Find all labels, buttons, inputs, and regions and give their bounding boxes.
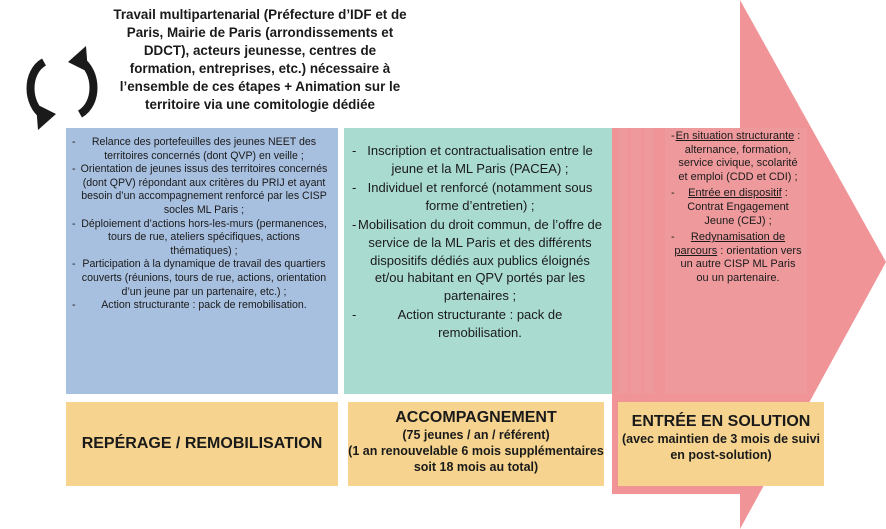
solution-column — [665, 128, 807, 394]
list-item: - Participation à la dynamique de travail des quartiers couverts (réunions, tours de rue, actions, orientation d’un jeune par un partenaire, etc.) ; — [74, 258, 330, 299]
reperage-column — [66, 128, 338, 394]
item-text: : Contrat Engagement Jeune (CEJ) ; — [687, 187, 789, 227]
list-item: - Mobilisation du droit commun, de l’offre de service de la ML Paris et des différents dispositifs dédiés aux publics éloignés et/ou habitant en QPV portés par les partenaires ; — [354, 216, 602, 304]
solution-label: ENTRÉE EN SOLUTION — [631, 413, 811, 430]
reperage-label-box — [66, 402, 338, 486]
accompagnement-label-box — [348, 402, 604, 486]
item-text: : alternance, formation, service civique, scolarité et emploi (CDD et CDI) ; — [678, 130, 801, 183]
solution-list — [673, 130, 803, 286]
list-item: - Action structurante : pack de remobilisation. — [354, 306, 602, 341]
solution-sub: (avec maintien de 3 mois de suivi en post-solution) — [622, 432, 820, 462]
item-text: : orientation vers un autre CISP ML Paris ou un partenaire. — [680, 244, 802, 284]
reperage-label: REPÉRAGE / REMOBILISATION — [81, 435, 323, 452]
accompagnement-label: ACCOMPAGNEMENT — [395, 409, 557, 426]
list-item: - Inscription et contractualisation entre le jeune et la ML Paris (PACEA) ; — [354, 142, 602, 177]
reperage-list — [74, 136, 330, 313]
item-heading: Redynamisation de parcours — [674, 231, 786, 257]
accompagnement-column — [344, 128, 612, 394]
accompagnement-sub1: (75 jeunes / an / référent) — [402, 428, 550, 442]
solution-label-box — [618, 402, 824, 486]
cycle-arrows-icon — [22, 42, 102, 134]
list-item: - Relance des portefeuilles des jeunes NEET des territoires concernés (dont QVP) en veille ; — [74, 136, 330, 163]
header-title: Travail multipartenarial (Préfecture d’IDF et de Paris, Mairie de Paris (arrondissements et DDCT), acteurs jeunesse, centres de formation, entreprises, etc.) nécessaire à l’ensemble de ces étapes + Animation sur le territoire via une comitologie dédiée — [113, 7, 407, 112]
list-item: - Orientation de jeunes issus des territoires concernés (dont QPV) répondant aux critères du PRIJ et ayant besoin d’un accompagnement renforcé par les CISP socles ML Paris ; — [74, 163, 330, 217]
transition-stripe — [618, 128, 628, 394]
list-item: - Déploiement d’actions hors-les-murs (permanences, tours de rue, ateliers spécifiques, actions thématiques) ; — [74, 218, 330, 259]
transition-stripe — [631, 128, 641, 394]
list-item: - Individuel et renforcé (notamment sous forme d’entretien) ; — [354, 179, 602, 214]
list-item — [673, 130, 803, 184]
item-heading: En situation structurante — [675, 130, 795, 142]
list-item: - Action structurante : pack de remobilisation. — [74, 299, 330, 313]
transition-stripe — [644, 128, 654, 394]
item-heading: Entrée en dispositif — [688, 187, 782, 200]
list-item — [673, 231, 803, 285]
list-item — [673, 187, 803, 228]
accompagnement-list — [354, 142, 602, 342]
accompagnement-sub2: (1 an renouvelable 6 mois supplémentaires soit 18 mois au total) — [348, 444, 604, 474]
